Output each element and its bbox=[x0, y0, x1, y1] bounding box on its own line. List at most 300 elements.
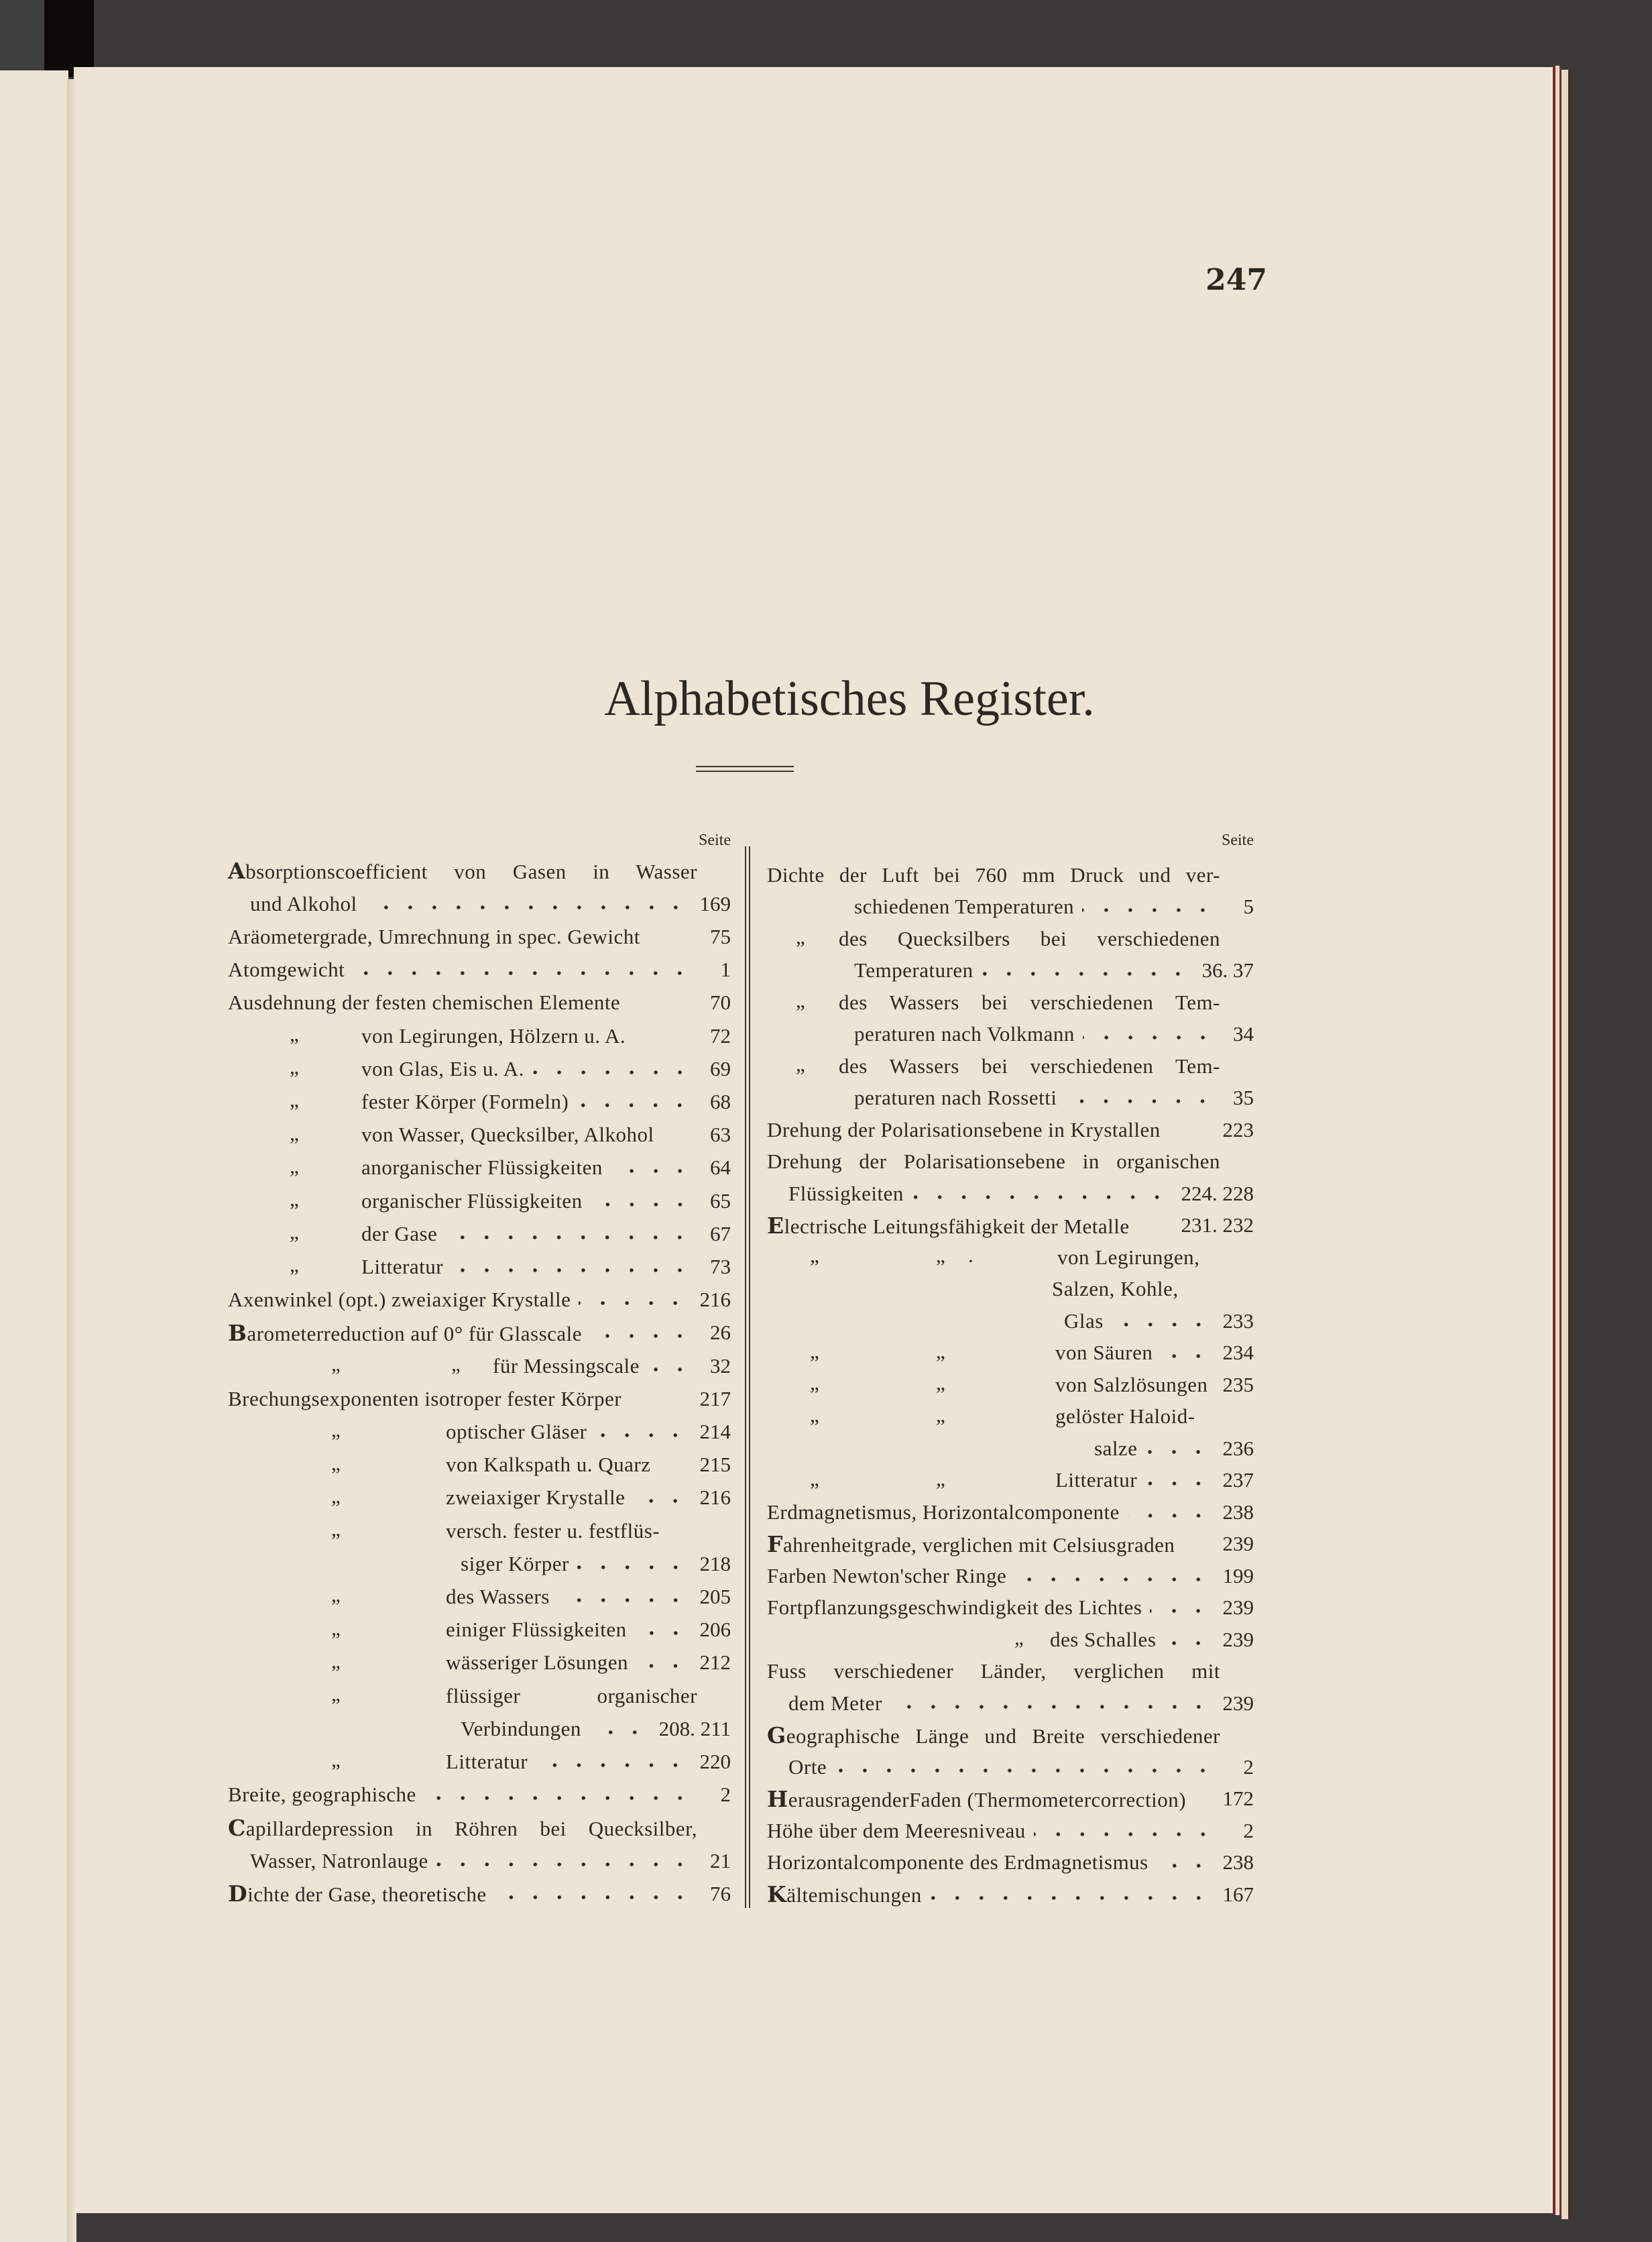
page-title: Alphabetisches Register. bbox=[604, 671, 1095, 726]
right-index-entry bbox=[767, 1878, 1254, 1911]
entry-text-wrapper bbox=[361, 1123, 654, 1147]
entry-text: versch. fester u. festflüs- bbox=[446, 1518, 660, 1543]
page-reference: 214 bbox=[699, 1419, 731, 1443]
left-index-entry bbox=[228, 1646, 731, 1679]
entry-text-wrapper bbox=[250, 892, 357, 916]
dot-leader bbox=[912, 1194, 1169, 1200]
left-index-entry bbox=[228, 1217, 731, 1250]
entry-text-wrapper bbox=[446, 1486, 625, 1510]
left-index-entry bbox=[228, 854, 731, 887]
entry-text: des Wassers bei verschiedenen Tem- bbox=[839, 990, 1220, 1014]
ditto-mark: „ bbox=[810, 1371, 819, 1394]
left-index-entry bbox=[228, 1019, 731, 1052]
right-index-entry bbox=[767, 1145, 1254, 1178]
page-reference: 67 bbox=[710, 1221, 731, 1245]
entry-text: Farben Newton'scher Ringe bbox=[767, 1563, 1007, 1587]
entry-text-wrapper bbox=[361, 1057, 524, 1081]
entry-text: des Wassers bbox=[446, 1584, 550, 1608]
ditto-mark: „ bbox=[796, 1052, 805, 1076]
dot-leader bbox=[1150, 1608, 1210, 1614]
ditto-mark: „ bbox=[936, 1371, 945, 1394]
left-index-entry bbox=[228, 1679, 731, 1712]
entry-initial: B bbox=[228, 1319, 247, 1346]
entry-text: zweiaxiger Krystalle bbox=[446, 1486, 626, 1510]
left-index-entry bbox=[228, 1316, 731, 1349]
ditto-mark: „ bbox=[290, 1154, 299, 1178]
dot-leader bbox=[577, 1103, 692, 1108]
dot-leader bbox=[591, 1202, 692, 1207]
page-reference: 64 bbox=[710, 1156, 731, 1180]
entry-text-wrapper bbox=[446, 1453, 650, 1477]
page-number: 247 bbox=[1205, 263, 1267, 297]
dot-leader bbox=[1145, 1449, 1210, 1455]
entry-text: organischer Flüssigkeiten bbox=[361, 1188, 583, 1213]
dot-leader bbox=[436, 1862, 692, 1867]
right-index-entry bbox=[767, 954, 1254, 987]
right-index-entry bbox=[767, 1496, 1254, 1528]
entry-initial: A bbox=[228, 858, 246, 884]
dot-leader bbox=[648, 1367, 692, 1372]
entry-text-wrapper bbox=[361, 1222, 437, 1246]
page-reference: 216 bbox=[699, 1288, 731, 1312]
entry-text-wrapper bbox=[361, 1255, 443, 1279]
ditto-mark: „ bbox=[290, 1187, 299, 1211]
entry-text-wrapper bbox=[1094, 1437, 1137, 1461]
entry-text-wrapper bbox=[1055, 1468, 1137, 1492]
dot-leader bbox=[595, 1433, 687, 1438]
page-reference: 76 bbox=[710, 1881, 731, 1905]
dot-leader bbox=[590, 1333, 692, 1339]
right-index-entry bbox=[767, 1241, 1254, 1274]
entry-text: Wasser, Natronlauge bbox=[250, 1848, 428, 1872]
entry-text-wrapper bbox=[767, 1500, 1120, 1524]
left-index-entry bbox=[228, 1580, 731, 1613]
page-reference: 1 bbox=[720, 958, 731, 982]
entry-text: Ausdehnung der festen chemischen Elemente bbox=[228, 991, 621, 1015]
dot-leader bbox=[633, 1498, 687, 1504]
entry-text-wrapper bbox=[361, 1090, 569, 1114]
right-index-entry bbox=[767, 1368, 1254, 1401]
ditto-mark: „ bbox=[936, 1243, 945, 1267]
ditto-mark: „ bbox=[331, 1451, 341, 1475]
page-reference: 206 bbox=[699, 1618, 731, 1642]
dot-leader bbox=[1161, 1353, 1210, 1359]
ditto-mark: „ bbox=[331, 1583, 341, 1607]
right-index-entry bbox=[767, 1432, 1254, 1465]
entry-text-wrapper bbox=[767, 863, 1220, 887]
dot-leader bbox=[579, 1300, 687, 1306]
right-index-entry bbox=[767, 986, 1254, 1019]
right-index-entry bbox=[767, 1050, 1254, 1082]
entry-text-wrapper bbox=[446, 1585, 550, 1609]
dot-leader bbox=[589, 1730, 647, 1735]
title-rule bbox=[696, 766, 794, 767]
ditto-mark: „ bbox=[810, 1466, 819, 1490]
ditto-mark: „ bbox=[290, 1088, 299, 1112]
right-index-entry bbox=[767, 1750, 1254, 1783]
page-reference: 234 bbox=[1222, 1341, 1254, 1364]
entry-text-wrapper bbox=[228, 1387, 622, 1411]
ditto-mark: „ bbox=[290, 1055, 299, 1079]
page-reference: 169 bbox=[699, 891, 731, 915]
page-reference: 218 bbox=[699, 1551, 731, 1575]
left-index-entry bbox=[228, 1449, 731, 1481]
entry-text-wrapper bbox=[788, 1755, 827, 1779]
page-edge-line bbox=[1568, 70, 1570, 2219]
entry-text-wrapper bbox=[446, 1618, 627, 1642]
page-reference: 220 bbox=[699, 1749, 731, 1773]
entry-text-wrapper bbox=[767, 1881, 922, 1907]
page-reference: 2 bbox=[1243, 1754, 1254, 1779]
dot-leader bbox=[1082, 907, 1215, 913]
left-index-entry bbox=[228, 1811, 731, 1844]
entry-text-wrapper bbox=[493, 1354, 640, 1378]
entry-text: siger Körper bbox=[461, 1551, 569, 1575]
entry-initial: D bbox=[228, 1881, 248, 1907]
left-index-entry bbox=[228, 1481, 731, 1514]
dot-leader bbox=[558, 1598, 688, 1603]
dot-leader bbox=[495, 1895, 692, 1900]
entry-text: für Messingscale bbox=[493, 1353, 640, 1378]
entry-text-wrapper bbox=[228, 958, 345, 982]
entry-text: optischer Gläser bbox=[446, 1419, 587, 1443]
entry-text-wrapper bbox=[788, 1182, 904, 1206]
page-reference: 237 bbox=[1222, 1468, 1254, 1492]
entry-text-wrapper bbox=[361, 1156, 603, 1180]
dot-leader bbox=[1112, 1322, 1211, 1327]
entry-text: einiger Flüssigkeiten bbox=[446, 1618, 627, 1642]
page-reference: 205 bbox=[699, 1584, 731, 1608]
entry-initial: C bbox=[228, 1814, 246, 1841]
page-reference: 199 bbox=[1222, 1563, 1254, 1587]
dot-leader bbox=[1083, 1035, 1215, 1040]
entry-text: von Glas, Eis u. A. bbox=[361, 1056, 524, 1080]
dot-leader bbox=[1164, 1640, 1210, 1646]
entry-text-wrapper bbox=[839, 1054, 1220, 1078]
entry-text-wrapper bbox=[361, 1024, 626, 1048]
entry-text-wrapper bbox=[839, 927, 1220, 951]
entry-text: von Legirungen, Hölzern u. A. bbox=[361, 1023, 626, 1048]
entry-text-wrapper bbox=[446, 1420, 587, 1444]
dot-leader bbox=[577, 1565, 688, 1570]
entry-text: Glas bbox=[1064, 1308, 1104, 1333]
title-rule bbox=[696, 771, 794, 772]
entry-text-wrapper bbox=[767, 1850, 1148, 1874]
entry-text: ahrenheitgrade, verglichen mit Celsiusgraden bbox=[782, 1532, 1175, 1557]
entry-text: arometerreduction auf 0° für Glasscale bbox=[247, 1321, 583, 1345]
entry-text: des Schalles bbox=[1050, 1627, 1157, 1651]
page-reference: 2 bbox=[1243, 1818, 1254, 1842]
entry-text-wrapper bbox=[461, 1552, 569, 1576]
entry-text: Drehung der Polarisationsebene in organischen bbox=[767, 1150, 1220, 1173]
page-reference: 212 bbox=[699, 1650, 731, 1675]
entry-text: Litteratur bbox=[446, 1749, 528, 1773]
left-index-entry bbox=[228, 1284, 731, 1316]
left-index-entry bbox=[228, 1119, 731, 1152]
ditto-mark: „ bbox=[810, 1402, 819, 1426]
entry-text-wrapper bbox=[228, 1783, 416, 1807]
entry-text: schiedenen Temperaturen bbox=[854, 895, 1075, 918]
entry-text: von Säuren bbox=[1055, 1341, 1153, 1364]
page-reference: 36. 37 bbox=[1201, 958, 1254, 982]
right-index-entry bbox=[767, 858, 1254, 891]
ditto-mark: „ bbox=[1014, 1626, 1024, 1649]
right-index-entry bbox=[767, 1528, 1254, 1561]
page-reference: 224. 228 bbox=[1181, 1181, 1254, 1205]
book-gutter bbox=[67, 79, 76, 2242]
dot-leader bbox=[536, 1762, 687, 1768]
page-reference: 236 bbox=[1222, 1436, 1254, 1460]
left-index-entry bbox=[228, 987, 731, 1019]
dot-leader bbox=[424, 1795, 692, 1801]
page-reference: 239 bbox=[1222, 1691, 1254, 1715]
left-index-entry bbox=[228, 1349, 731, 1382]
entry-text-wrapper bbox=[854, 1022, 1075, 1046]
ditto-mark: „ bbox=[810, 1339, 819, 1363]
page-reference: 216 bbox=[699, 1486, 731, 1510]
page-reference: 215 bbox=[699, 1453, 731, 1477]
right-index-entry bbox=[767, 1559, 1254, 1592]
page-reference: 34 bbox=[1233, 1022, 1254, 1046]
left-index-entry bbox=[228, 1547, 731, 1580]
page-reference: 75 bbox=[710, 924, 731, 948]
entry-text: apillardepression in Röhren bei Quecksilber, bbox=[245, 1816, 697, 1840]
entry-text-wrapper bbox=[228, 1320, 582, 1346]
entry-text-wrapper bbox=[767, 1595, 1142, 1620]
left-index-entry bbox=[228, 954, 731, 987]
entry-text: des Quecksilbers bei verschiedenen bbox=[839, 926, 1220, 950]
column-divider bbox=[749, 846, 750, 1908]
entry-text: Breite, geographische bbox=[228, 1783, 416, 1807]
left-index-entry bbox=[228, 1052, 731, 1085]
entry-text: Horizontalcomponente des Erdmagnetismus bbox=[767, 1850, 1148, 1874]
entry-text-wrapper bbox=[1050, 1628, 1156, 1652]
right-index-entry bbox=[767, 1655, 1254, 1688]
dot-leader bbox=[1014, 1577, 1210, 1582]
entry-text: von Kalkspath u. Quarz bbox=[446, 1453, 651, 1477]
right-index-entry bbox=[767, 1304, 1254, 1337]
page-reference: 223 bbox=[1222, 1117, 1254, 1141]
left-page-edge bbox=[0, 70, 68, 2242]
page-reference: 63 bbox=[710, 1123, 731, 1147]
page-reference: 26 bbox=[710, 1321, 731, 1345]
page-reference: 167 bbox=[1222, 1882, 1254, 1906]
page-reference: 2 bbox=[720, 1783, 731, 1807]
entry-text-wrapper bbox=[446, 1684, 697, 1708]
right-index-entry bbox=[767, 922, 1254, 955]
entry-text: Litteratur bbox=[361, 1254, 444, 1278]
left-index-entry bbox=[228, 1085, 731, 1118]
right-index-entry bbox=[767, 1113, 1254, 1146]
entry-text: Flüssigkeiten bbox=[788, 1181, 904, 1205]
left-index-entry bbox=[228, 1745, 731, 1778]
page-reference: 238 bbox=[1222, 1500, 1254, 1524]
entry-text: peraturen nach Rossetti bbox=[854, 1086, 1057, 1109]
ditto-mark: „ bbox=[810, 1243, 819, 1267]
page-reference: 238 bbox=[1222, 1850, 1254, 1874]
dot-leader bbox=[1065, 1099, 1215, 1104]
right-index-entry bbox=[767, 1018, 1254, 1051]
entry-text: Fuss verschiedener Länder, verglichen mit bbox=[767, 1659, 1220, 1683]
entry-initial: E bbox=[767, 1212, 784, 1239]
entry-text: flüssiger organischer bbox=[446, 1683, 697, 1707]
dot-leader bbox=[930, 1895, 1211, 1901]
page-edge bbox=[1561, 70, 1568, 2219]
entry-text: des Wassers bei verschiedenen Tem- bbox=[839, 1054, 1220, 1078]
page-reference: 233 bbox=[1222, 1308, 1254, 1333]
entry-text: wässeriger Lösungen bbox=[446, 1650, 629, 1675]
entry-text-wrapper bbox=[446, 1650, 628, 1675]
dot-leader bbox=[982, 971, 1190, 976]
ditto-mark: „ bbox=[936, 1402, 945, 1426]
page-reference: 217 bbox=[699, 1386, 731, 1410]
dot-leader bbox=[890, 1704, 1211, 1709]
entry-text: Salzen, Kohle, bbox=[1052, 1277, 1179, 1300]
dot-leader bbox=[353, 970, 692, 976]
entry-text: erausragenderFaden (Thermometercorrection) bbox=[788, 1787, 1187, 1811]
entry-text-wrapper bbox=[1055, 1341, 1153, 1365]
ditto-mark: „ bbox=[290, 1253, 299, 1277]
right-index-entry bbox=[767, 1273, 1254, 1306]
entry-text: fester Körper (Formeln) bbox=[361, 1089, 569, 1113]
right-index-entry bbox=[767, 1464, 1254, 1497]
entry-text-wrapper bbox=[767, 1722, 1220, 1748]
ditto-mark: . bbox=[968, 1243, 973, 1267]
ditto-mark: „ bbox=[290, 1220, 299, 1244]
dot-leader bbox=[445, 1235, 692, 1240]
right-index-entry bbox=[767, 1337, 1254, 1369]
ditto-mark: „ bbox=[331, 1648, 341, 1673]
entry-text-wrapper bbox=[228, 858, 697, 884]
entry-text: ältemischungen bbox=[786, 1883, 922, 1907]
right-index-entry bbox=[767, 1591, 1254, 1624]
entry-text: von Legirungen, bbox=[1057, 1245, 1200, 1269]
ditto-mark: „ bbox=[331, 1748, 341, 1772]
dot-leader bbox=[532, 1070, 692, 1075]
page-reference: 172 bbox=[1222, 1787, 1254, 1810]
right-index-entry bbox=[767, 1687, 1254, 1720]
entry-text: Verbindungen bbox=[461, 1716, 581, 1740]
entry-text: von Wasser, Quecksilber, Alkohol bbox=[361, 1123, 654, 1147]
entry-text-wrapper bbox=[446, 1519, 660, 1543]
entry-text-wrapper bbox=[767, 1819, 1026, 1843]
page-reference: 69 bbox=[710, 1056, 731, 1080]
dot-leader bbox=[835, 1768, 1215, 1773]
left-index-entry bbox=[228, 1415, 731, 1448]
entry-text-wrapper bbox=[767, 1786, 1186, 1812]
dot-leader bbox=[451, 1268, 692, 1273]
entry-text: Orte bbox=[788, 1754, 827, 1779]
right-index-entry bbox=[767, 1177, 1254, 1210]
page-reference: 35 bbox=[1233, 1086, 1254, 1109]
entry-text: peraturen nach Volkmann bbox=[854, 1022, 1075, 1046]
right-index-entry bbox=[767, 1082, 1254, 1115]
right-index-entry bbox=[767, 1783, 1254, 1815]
ditto-mark: „ bbox=[331, 1517, 341, 1540]
entry-text: Drehung der Polarisationsebene in Krystallen bbox=[767, 1117, 1161, 1141]
dot-leader bbox=[1128, 1513, 1211, 1518]
left-index-entry bbox=[228, 1844, 731, 1877]
page-reference: 239 bbox=[1222, 1532, 1254, 1555]
entry-text-wrapper bbox=[1052, 1277, 1179, 1301]
right-index-entry bbox=[767, 1209, 1254, 1242]
ditto-mark: „ bbox=[451, 1352, 461, 1376]
entry-text: dem Meter bbox=[788, 1691, 882, 1715]
page-reference: 65 bbox=[710, 1188, 731, 1213]
entry-text-wrapper bbox=[767, 1213, 1130, 1239]
right-column-header-seite: Seite bbox=[1222, 832, 1254, 849]
dot-leader bbox=[1157, 1863, 1211, 1868]
page-reference: 32 bbox=[710, 1353, 731, 1378]
entry-text-wrapper bbox=[228, 925, 640, 949]
ditto-mark: „ bbox=[290, 1121, 299, 1145]
page-reference: 72 bbox=[710, 1023, 731, 1048]
ditto-mark: „ bbox=[331, 1616, 341, 1640]
left-index-entry bbox=[228, 1779, 731, 1811]
entry-text-wrapper bbox=[854, 1086, 1057, 1110]
entry-text: bsorptionscoefficient von Gasen in Wasser bbox=[245, 860, 697, 883]
page-reference: 5 bbox=[1243, 895, 1254, 918]
entry-text: lectrische Leitungsfähigkeit der Metalle bbox=[784, 1214, 1130, 1238]
entry-text-wrapper bbox=[250, 1849, 428, 1873]
entry-text-wrapper bbox=[767, 1118, 1161, 1142]
left-index-entry bbox=[228, 1614, 731, 1646]
entry-text-wrapper bbox=[767, 1531, 1175, 1557]
ditto-mark: „ bbox=[936, 1339, 945, 1363]
dot-leader bbox=[1145, 1481, 1210, 1486]
left-index-entry bbox=[228, 1712, 731, 1745]
entry-initial: F bbox=[767, 1530, 783, 1557]
ditto-mark: „ bbox=[331, 1483, 341, 1508]
left-column-header-seite: Seite bbox=[699, 832, 731, 849]
entry-text-wrapper bbox=[767, 1659, 1220, 1683]
right-index-entry bbox=[767, 891, 1254, 923]
entry-text-wrapper bbox=[839, 991, 1220, 1015]
entry-text: Fortpflanzungsgeschwindigkeit des Lichtes bbox=[767, 1595, 1142, 1619]
dot-leader bbox=[635, 1630, 688, 1636]
left-index-entry bbox=[228, 1877, 731, 1910]
entry-text-wrapper bbox=[361, 1189, 583, 1213]
left-index-entry bbox=[228, 920, 731, 953]
ditto-mark: „ bbox=[331, 1352, 341, 1376]
right-index-entry bbox=[767, 1400, 1254, 1433]
right-index-entry bbox=[767, 1814, 1254, 1847]
entry-text: Axenwinkel (opt.) zweiaxiger Krystalle bbox=[228, 1288, 571, 1312]
left-index-entry bbox=[228, 1382, 731, 1415]
entry-text: salze bbox=[1094, 1436, 1138, 1460]
entry-text: Litteratur bbox=[1055, 1468, 1138, 1492]
entry-text: gelöster Haloid- bbox=[1055, 1404, 1195, 1428]
entry-text: Brechungsexponenten isotroper fester Körper bbox=[228, 1386, 622, 1410]
entry-text: ichte der Gase, theoretische bbox=[247, 1883, 487, 1907]
ditto-mark: „ bbox=[331, 1682, 341, 1705]
entry-text: der Gase bbox=[361, 1221, 438, 1245]
ditto-mark: „ bbox=[796, 989, 805, 1012]
entry-text: Atomgewicht bbox=[228, 958, 345, 982]
page-reference: 73 bbox=[710, 1254, 731, 1278]
entry-text-wrapper bbox=[446, 1750, 528, 1774]
entry-text-wrapper bbox=[228, 991, 620, 1015]
dot-leader bbox=[611, 1168, 692, 1174]
spine-gap bbox=[44, 0, 94, 77]
entry-text-wrapper bbox=[1057, 1245, 1199, 1270]
entry-text-wrapper bbox=[1064, 1309, 1104, 1333]
page-reference: 235 bbox=[1222, 1372, 1254, 1396]
entry-text: Aräometergrade, Umrechnung in spec. Gewicht bbox=[228, 924, 640, 948]
right-index-entry bbox=[767, 1846, 1254, 1879]
ditto-mark: „ bbox=[796, 925, 805, 948]
left-index-entry bbox=[228, 1250, 731, 1283]
